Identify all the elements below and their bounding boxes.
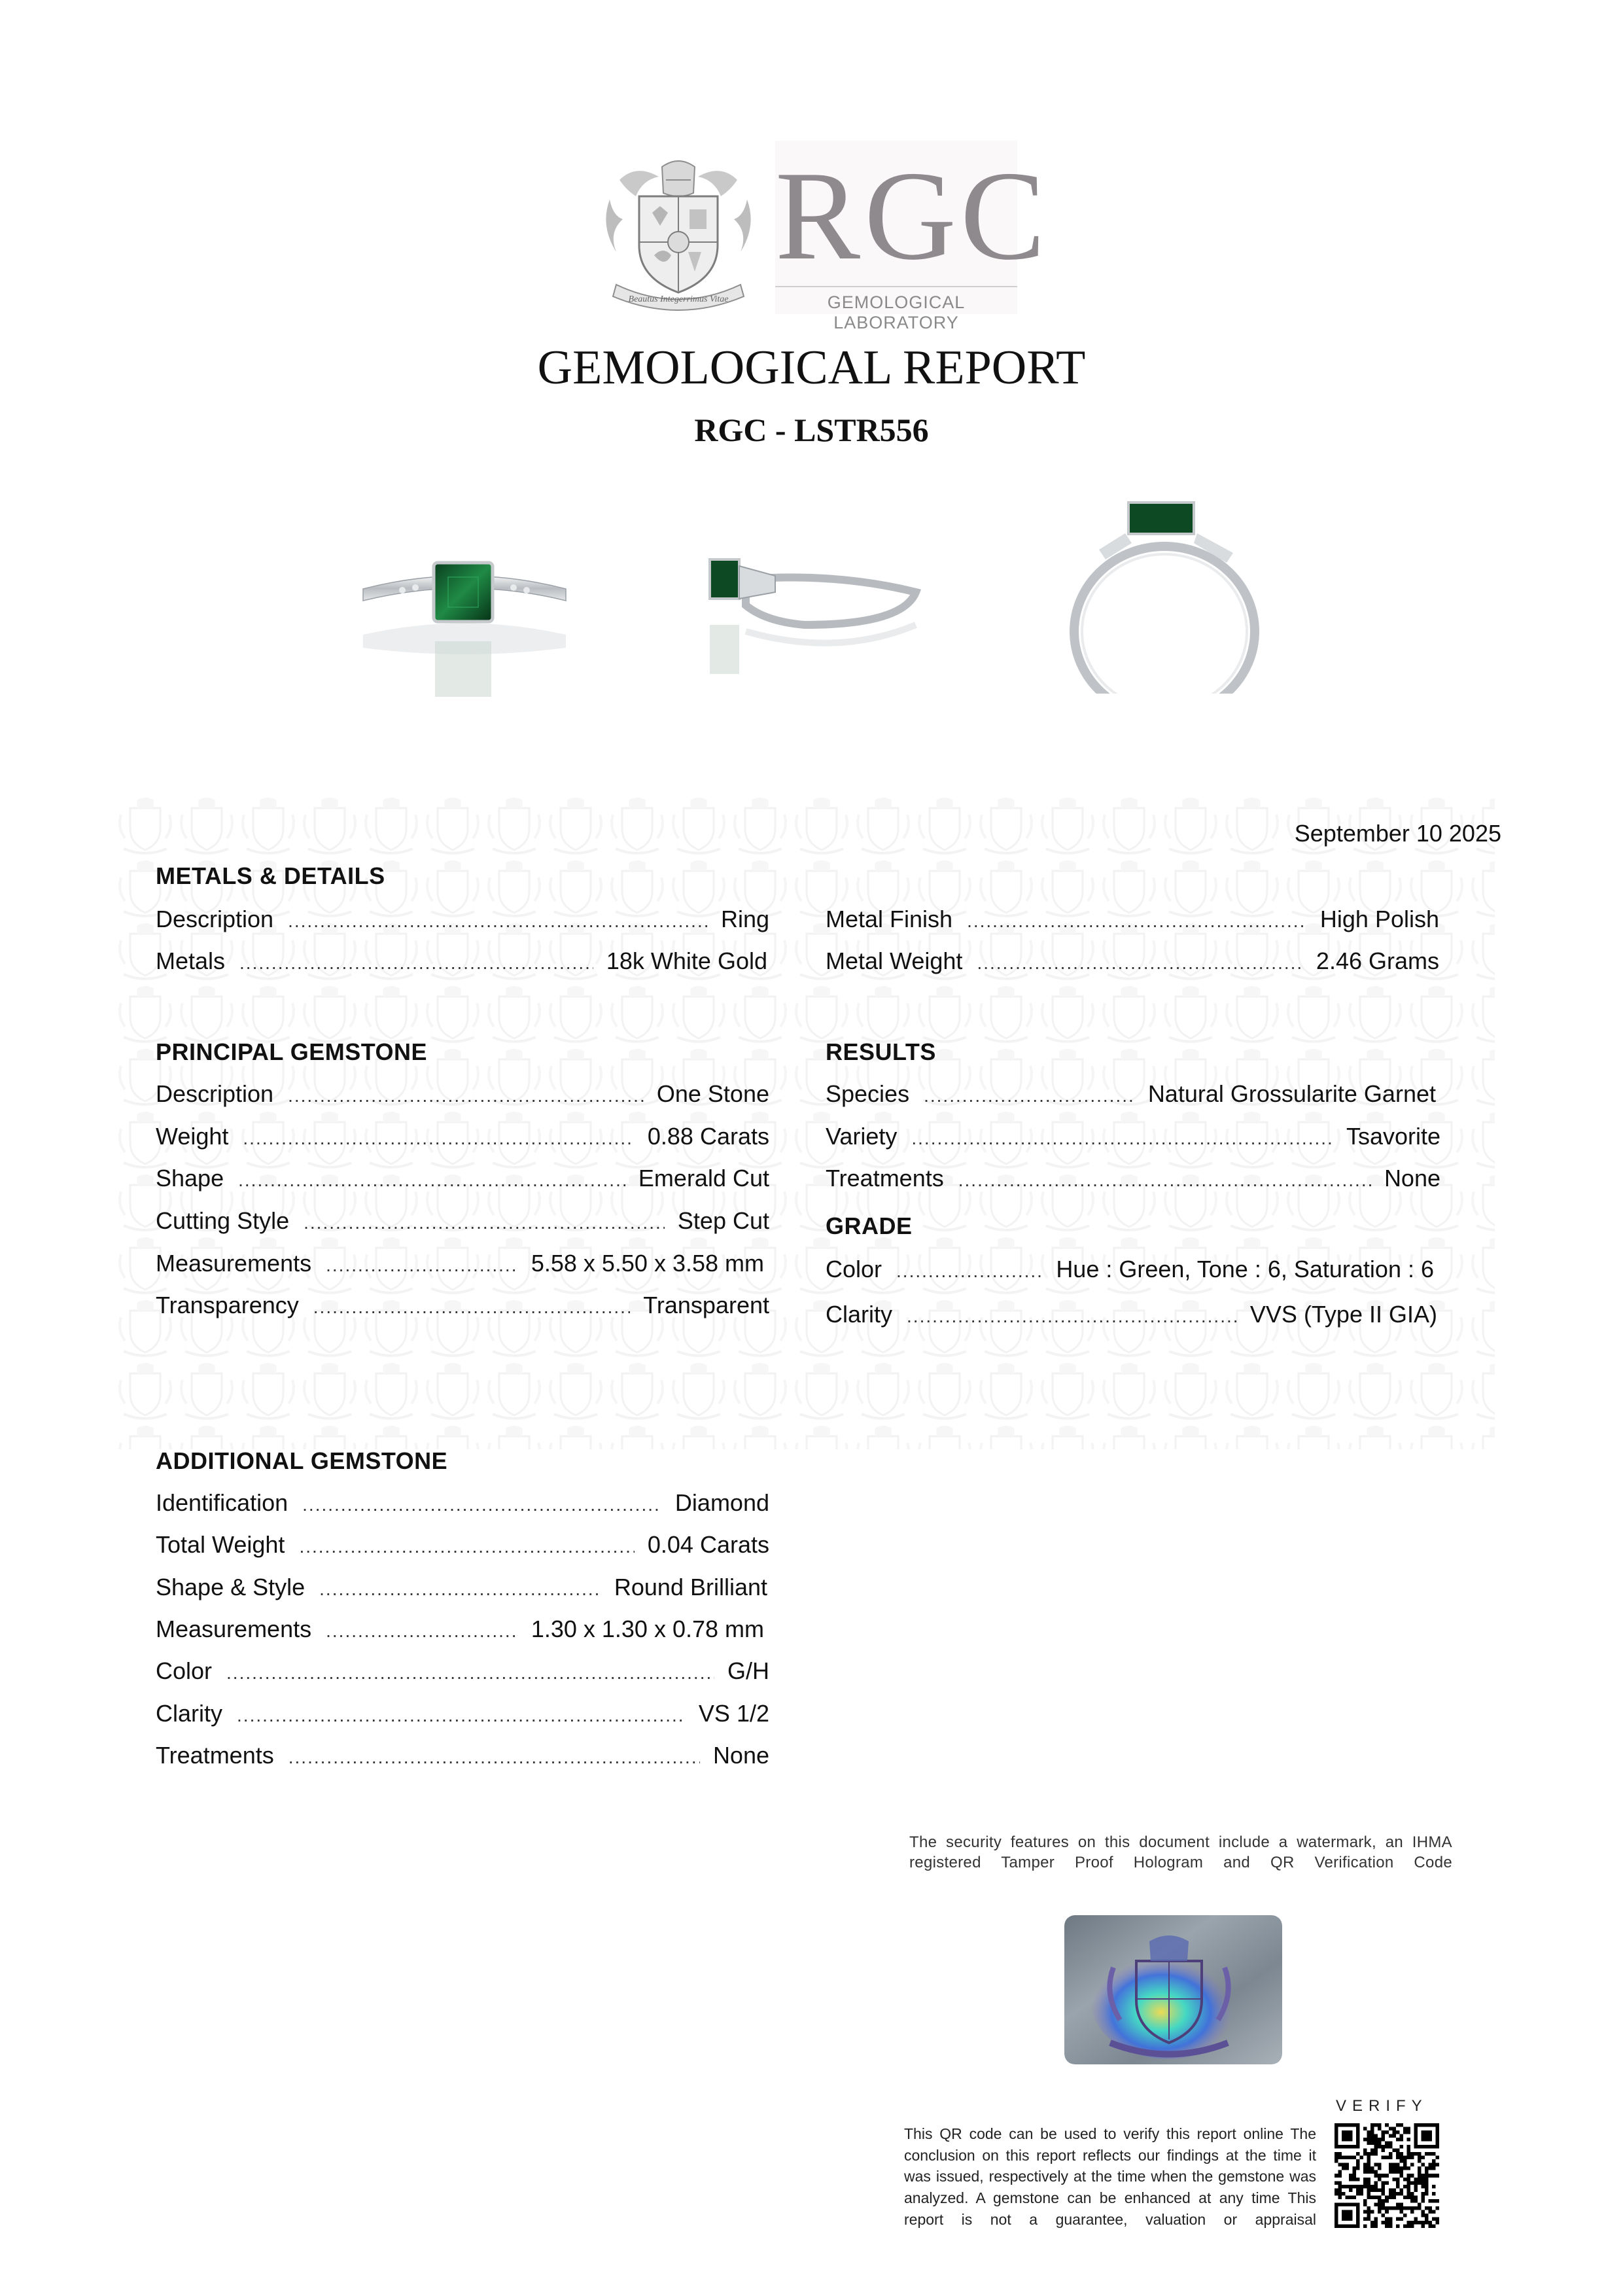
results-row-variety xyxy=(826,1122,1440,1150)
rgc-crest-logo xyxy=(597,154,760,311)
results-row-species xyxy=(826,1080,1436,1108)
section-title-results: RESULTS xyxy=(826,1038,936,1065)
report-date: September 10 2025 xyxy=(1294,820,1501,847)
additional-row-clarity xyxy=(156,1699,769,1727)
row-label: Species xyxy=(826,1080,910,1107)
row-value: 1.30 x 1.30 x 0.78 mm xyxy=(531,1616,764,1642)
section-title-additional: ADDITIONAL GEMSTONE xyxy=(156,1447,448,1474)
leader-dots xyxy=(326,1620,518,1642)
grade-row-clarity xyxy=(826,1300,1437,1328)
leader-dots xyxy=(237,1704,686,1727)
logo-subtitle: GEMOLOGICAL LABORATORY xyxy=(775,286,1017,333)
row-value: Diamond xyxy=(674,1489,769,1516)
row-value: 18k White Gold xyxy=(606,947,767,974)
row-label: Color xyxy=(156,1657,213,1684)
row-label: Color xyxy=(826,1256,882,1282)
metals-row-description xyxy=(156,905,769,933)
principal-row-transparency xyxy=(156,1291,769,1319)
row-label: Variety xyxy=(826,1123,898,1150)
row-value: One Stone xyxy=(656,1080,769,1107)
row-label: Clarity xyxy=(826,1301,893,1328)
principal-row-shape xyxy=(156,1164,769,1192)
ring-photo-front-view xyxy=(1060,497,1269,723)
leader-dots xyxy=(288,1746,700,1769)
row-label: Metals xyxy=(156,947,226,974)
row-value: Ring xyxy=(720,906,769,932)
metals-row-finish xyxy=(826,905,1439,933)
additional-row-measurements xyxy=(156,1615,764,1643)
row-label: Measurements xyxy=(156,1250,312,1277)
row-value: None xyxy=(1384,1165,1440,1192)
logo-text: RGC xyxy=(775,145,1049,287)
row-value: 0.04 Carats xyxy=(647,1531,769,1558)
row-value: G/H xyxy=(727,1657,769,1684)
leader-dots xyxy=(911,1127,1333,1150)
qr-verification-code[interactable] xyxy=(1335,2123,1439,2228)
leader-dots xyxy=(243,1127,634,1150)
leader-dots xyxy=(288,1085,644,1107)
row-value: 5.58 x 5.50 x 3.58 mm xyxy=(531,1250,764,1277)
leader-dots xyxy=(958,1169,1371,1192)
row-label: Description xyxy=(156,1080,274,1107)
leader-dots xyxy=(924,1085,1135,1107)
row-value: Tsavorite xyxy=(1346,1123,1440,1150)
qr-code-note: This QR code can be used to verify this report online The conclusion on this report reflects our findings at the time it was issued, respectively at the time when the gemstone was analyzed. A gemstone can be enhanced at any time This report is not a guarantee, valuation or appraisal xyxy=(904,2125,1316,2228)
leader-dots xyxy=(304,1212,665,1234)
row-label: Description xyxy=(156,906,274,932)
row-label: Measurements xyxy=(156,1616,312,1642)
row-label: Clarity xyxy=(156,1700,223,1727)
row-value: Round Brilliant xyxy=(614,1574,767,1600)
row-value: High Polish xyxy=(1319,906,1439,932)
section-title-principal: PRINCIPAL GEMSTONE xyxy=(156,1038,428,1065)
row-label: Transparency xyxy=(156,1292,299,1318)
ring-photo-top-view xyxy=(357,550,572,700)
additional-row-color xyxy=(156,1657,769,1685)
report-number: RGC - LSTR556 xyxy=(694,412,929,448)
metals-row-weight xyxy=(826,947,1439,975)
leader-dots xyxy=(896,1260,1043,1282)
row-label: Shape & Style xyxy=(156,1574,305,1600)
row-label: Treatments xyxy=(156,1742,274,1769)
leader-dots xyxy=(319,1578,601,1600)
additional-row-treatments xyxy=(156,1741,769,1769)
leader-dots xyxy=(226,1662,714,1684)
row-value: None xyxy=(712,1742,769,1769)
row-value: Natural Grossularite Garnet xyxy=(1147,1080,1436,1107)
row-label: Weight xyxy=(156,1123,229,1150)
section-title-grade: GRADE xyxy=(826,1212,913,1239)
verify-label: VERIFY xyxy=(1336,2097,1428,2115)
ring-photo-side-view xyxy=(707,553,922,684)
principal-row-cutting-style xyxy=(156,1207,769,1235)
row-value: Emerald Cut xyxy=(638,1165,769,1192)
grade-row-color xyxy=(826,1255,1434,1283)
row-value: Step Cut xyxy=(677,1207,769,1234)
leader-dots xyxy=(977,952,1302,974)
row-label: Identification xyxy=(156,1489,288,1516)
row-label: Total Weight xyxy=(156,1531,285,1558)
additional-row-identification xyxy=(156,1489,769,1517)
leader-dots xyxy=(302,1494,662,1516)
leader-dots xyxy=(299,1536,634,1558)
row-label: Treatments xyxy=(826,1165,944,1192)
leader-dots xyxy=(326,1254,518,1277)
metals-row-metals xyxy=(156,947,767,975)
report-title: GEMOLOGICAL REPORT xyxy=(537,341,1086,395)
tamper-proof-hologram xyxy=(1064,1915,1282,2064)
row-value: Hue : Green, Tone : 6, Saturation : 6 xyxy=(1056,1256,1434,1282)
leader-dots xyxy=(967,910,1307,932)
row-label: Cutting Style xyxy=(156,1207,290,1234)
row-value: Transparent xyxy=(643,1292,769,1318)
row-value: VS 1/2 xyxy=(698,1700,769,1727)
row-value: 2.46 Grams xyxy=(1316,947,1439,974)
principal-row-description xyxy=(156,1080,769,1108)
leader-dots xyxy=(288,910,708,932)
results-row-treatments xyxy=(826,1164,1440,1192)
additional-row-shape-style xyxy=(156,1573,767,1601)
leader-dots xyxy=(313,1296,630,1318)
row-label: Metal Finish xyxy=(826,906,953,932)
security-features-note: The security features on this document include a watermark, an IHMA registered Tamper Proof Hologram and QR Verification Code xyxy=(909,1833,1452,1872)
leader-dots xyxy=(238,1169,625,1192)
rgc-wordmark-logo xyxy=(775,141,1049,332)
section-title-metals: METALS & DETAILS xyxy=(156,862,385,889)
row-label: Metal Weight xyxy=(826,947,963,974)
additional-row-total-weight xyxy=(156,1530,769,1559)
logo-motto: Beautus Integerrimus Vitae xyxy=(628,294,729,304)
row-value: VVS (Type II GIA) xyxy=(1249,1301,1437,1328)
principal-row-weight xyxy=(156,1122,769,1150)
leader-dots xyxy=(907,1305,1237,1328)
leader-dots xyxy=(239,952,593,974)
principal-row-measurements xyxy=(156,1249,764,1277)
row-label: Shape xyxy=(156,1165,224,1192)
row-value: 0.88 Carats xyxy=(647,1123,769,1150)
